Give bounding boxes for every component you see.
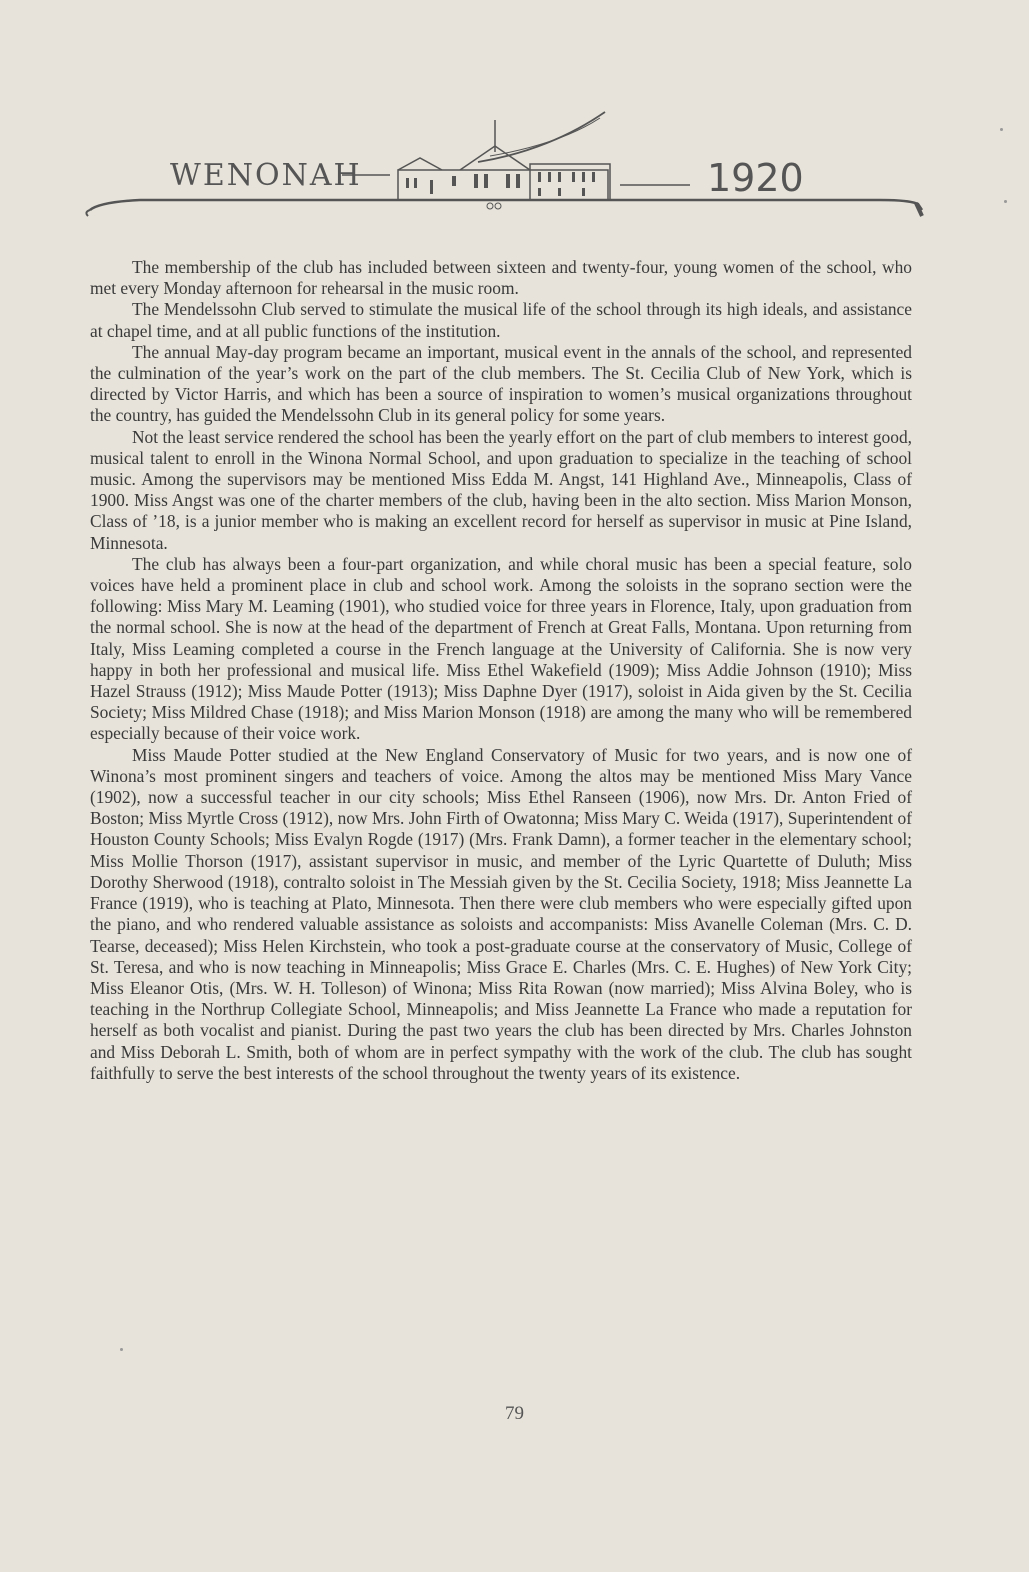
paragraph-1: The membership of the club has included between sixteen and twenty-four, young women of the school, who met every Monday afternoon for rehearsal in the music room. (90, 257, 912, 299)
paragraph-3: The annual May-day program became an important, musical event in the annals of the school, and represented the culmination of the year’s work on the part of the club members. The St. Cecilia Club of New York, which is directed by Victor Harris, and which has been a source of inspiration to women’s musical organizations throughout the country, has guided the Mendelssohn Club in its general policy for some years. (90, 341, 912, 426)
scan-speck (1000, 128, 1003, 131)
scan-speck (1004, 200, 1007, 203)
page-number: 79 (505, 1403, 524, 1424)
article-body (90, 257, 912, 1084)
page-header (80, 100, 960, 240)
paragraph-5: The club has always been a four-part organization, and while choral music has been a special feature, solo voices have held a prominent place in club and school work. Among the soloists in the soprano section were the following: Miss Mary M. Leaming (1901), who studied voice for three years in Florence, Italy, upon graduation from the normal school. She is now at the head of the department of French at Great Falls, Montana. Upon returning from Italy, Miss Leaming completed a course in the French language at the University of California. She is now very happy in both her professional and musical life. Miss Ethel Wakefield (1909); Miss Addie Johnson (1910); Miss Hazel Strauss (1912); Miss Maude Potter (1913); Miss Daphne Dyer (1917), soloist in Aida given by the St. Cecilia Society; Miss Mildred Chase (1918); and Miss Marion Monson (1918) are among the many who will be remembered especially because of their voice work. (90, 553, 912, 744)
paragraph-4: Not the least service rendered the school has been the yearly effort on the part of club members to interest good, musical talent to enroll in the Winona Normal School, and upon graduation to specialize in the teaching of school music. Among the supervisors may be mentioned Miss Edda M. Angst, 141 Highland Ave., Minneapolis, Class of 1900. Miss Angst was one of the charter members of the club, having been in the alto section. Miss Marion Monson, Class of ’18, is a junior member who is making an excellent record for herself as supervisor in music at Pine Island, Minnesota. (90, 426, 912, 553)
paragraph-2: The Mendelssohn Club served to stimulate the musical life of the school through its high ideals, and assistance at chapel time, and at all public functions of the institution. (90, 299, 912, 341)
scan-speck (120, 1348, 123, 1351)
paragraph-6: Miss Maude Potter studied at the New England Conservatory of Music for two years, and is now one of Winona’s most prominent singers and teachers of voice. Among the altos may be mentioned Miss Mary Vance (1902), now a successful teacher in our city schools; Miss Ethel Ranseen (1906), now Mrs. Dr. Anton Fried of Boston; Miss Myrtle Cross (1912), now Mrs. John Firth of Owatonna; Miss Mary C. Weida (1917), Superintendent of Houston County Schools; Miss Evalyn Rogde (1917) (Mrs. Frank Damn), a former teacher in the elementary school; Miss Mollie Thorson (1917), assistant supervisor in music, and member of the Lyric Quartette of Duluth; Miss Dorothy Sherwood (1918), contralto soloist in The Messiah given by the St. Cecilia Society, 1918; Miss Jeannette La France (1919), who is teaching at Plato, Minnesota. Then there were club members who were especially gifted upon the piano, and who rendered valuable assistance as soloists and accompanists: Miss Avanelle Coleman (Mrs. C. D. Tearse, deceased); Miss Helen Kirchstein, who took a post-graduate course at the conservatory of Music, College of St. Teresa, and who is now teaching in Minneapolis; Miss Grace E. Charles (Mrs. C. E. Hughes) of New York City; Miss Eleanor Otis, (Mrs. W. H. Tolleson) of Winona; Miss Rita Rowan (now married); Miss Alvina Boley, who is teaching in the Northrup Collegiate School, Minneapolis; and Miss Jeannette La France who made a reputation for herself as both vocalist and pianist. During the past two years the club has been directed by Mrs. Charles Johnston and Miss Deborah L. Smith, both of whom are in perfect sympathy with the work of the club. The club has sought faithfully to serve the best interests of the school throughout the twenty years of its existence. (90, 744, 912, 1083)
yearbook-year: 1920 (707, 156, 804, 200)
yearbook-title: WENONAH (170, 158, 362, 193)
